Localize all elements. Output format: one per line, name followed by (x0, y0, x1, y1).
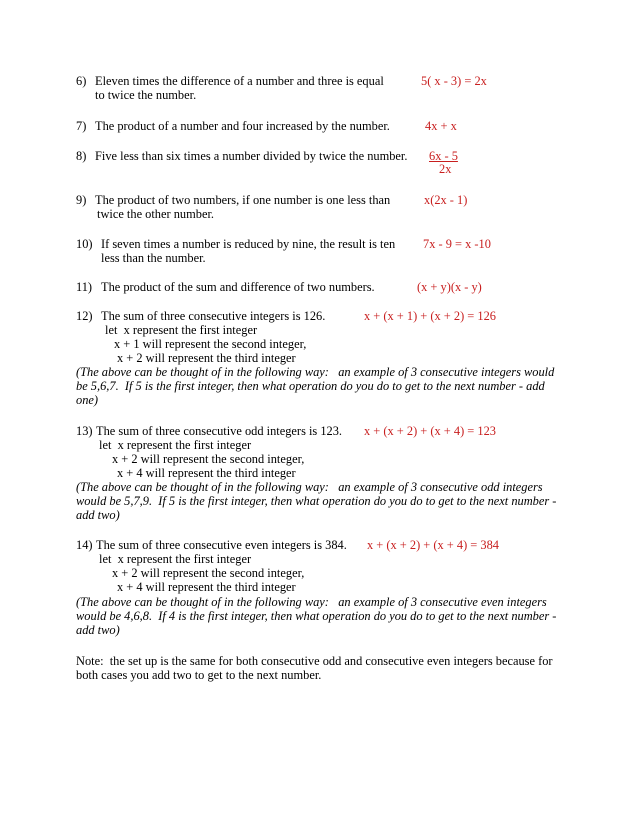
problem-13-note: would be 5,7,9. If 5 is the first integer, then what operation do you do to get to the next number - (76, 494, 557, 508)
problem-13-number: 13) (76, 424, 93, 438)
closing-note: both cases you add two to get to the next number. (76, 668, 322, 682)
problem-14-setup: x + 4 will represent the third integer (117, 580, 296, 594)
problem-11-text: The product of the sum and difference of two numbers. (101, 280, 375, 294)
problem-9-text: The product of two numbers, if one number is one less than (95, 193, 391, 207)
problem-14-note: add two) (76, 623, 120, 637)
problem-13-answer: x + (x + 2) + (x + 4) = 123 (364, 424, 496, 438)
problem-12-note: be 5,6,7. If 5 is the first integer, then what operation do you do to get to the next number - add (76, 379, 545, 393)
problem-9-number: 9) (76, 193, 87, 207)
problem-6-answer: 5( x - 3) = 2x (421, 74, 487, 88)
problem-12-note: one) (76, 393, 99, 407)
problem-13-text: The sum of three consecutive odd integers is 123. (96, 424, 343, 438)
problem-10-text: If seven times a number is reduced by nine, the result is ten (101, 237, 396, 251)
problem-8-answer-numerator: 6x - 5 (429, 149, 458, 163)
problem-13-setup: x + 2 will represent the second integer, (112, 452, 305, 466)
problem-12-setup: let x represent the first integer (105, 323, 258, 337)
problem-13-setup: x + 4 will represent the third integer (117, 466, 296, 480)
problem-14-note: would be 4,6,8. If 4 is the first integer, then what operation do you do to get to the next number - (76, 609, 557, 623)
problem-10-text: less than the number. (101, 251, 206, 265)
problem-8-answer-denominator: 2x (439, 162, 452, 176)
problem-14-text: The sum of three consecutive even integers is 384. (96, 538, 347, 552)
problem-13-setup: let x represent the first integer (99, 438, 252, 452)
problem-14-setup: x + 2 will represent the second integer, (112, 566, 305, 580)
problem-6-text: to twice the number. (95, 88, 197, 102)
problem-13-note: (The above can be thought of in the following way: an example of 3 consecutive odd integers (76, 480, 543, 494)
problem-10-number: 10) (76, 237, 93, 251)
problem-8-number: 8) (76, 149, 87, 163)
problem-8-text: Five less than six times a number divided by twice the number. (95, 149, 408, 163)
problem-7-answer: 4x + x (425, 119, 457, 133)
problem-11-number: 11) (76, 280, 93, 294)
problem-13-note: add two) (76, 508, 120, 522)
problem-14-note: (The above can be thought of in the following way: an example of 3 consecutive even integers (76, 595, 547, 609)
problem-12-answer: x + (x + 1) + (x + 2) = 126 (364, 309, 496, 323)
problem-9-text: twice the other number. (97, 207, 214, 221)
problem-7-text: The product of a number and four increased by the number. (95, 119, 390, 133)
problem-14-answer: x + (x + 2) + (x + 4) = 384 (367, 538, 499, 552)
problem-7-number: 7) (76, 119, 87, 133)
problem-12-text: The sum of three consecutive integers is 126. (101, 309, 326, 323)
problem-12-setup: x + 1 will represent the second integer, (114, 337, 307, 351)
problem-11-answer: (x + y)(x - y) (417, 280, 482, 294)
problem-14-number: 14) (76, 538, 93, 552)
problem-6-text: Eleven times the difference of a number and three is equal (95, 74, 384, 88)
closing-note: Note: the set up is the same for both consecutive odd and consecutive even integers because for (76, 654, 553, 668)
problem-9-answer: x(2x - 1) (424, 193, 468, 207)
problem-6-number: 6) (76, 74, 87, 88)
problem-12-number: 12) (76, 309, 93, 323)
problem-12-note: (The above can be thought of in the following way: an example of 3 consecutive integers would (76, 365, 555, 379)
problem-12-setup: x + 2 will represent the third integer (117, 351, 296, 365)
problem-14-setup: let x represent the first integer (99, 552, 252, 566)
problem-10-answer: 7x - 9 = x -10 (423, 237, 491, 251)
